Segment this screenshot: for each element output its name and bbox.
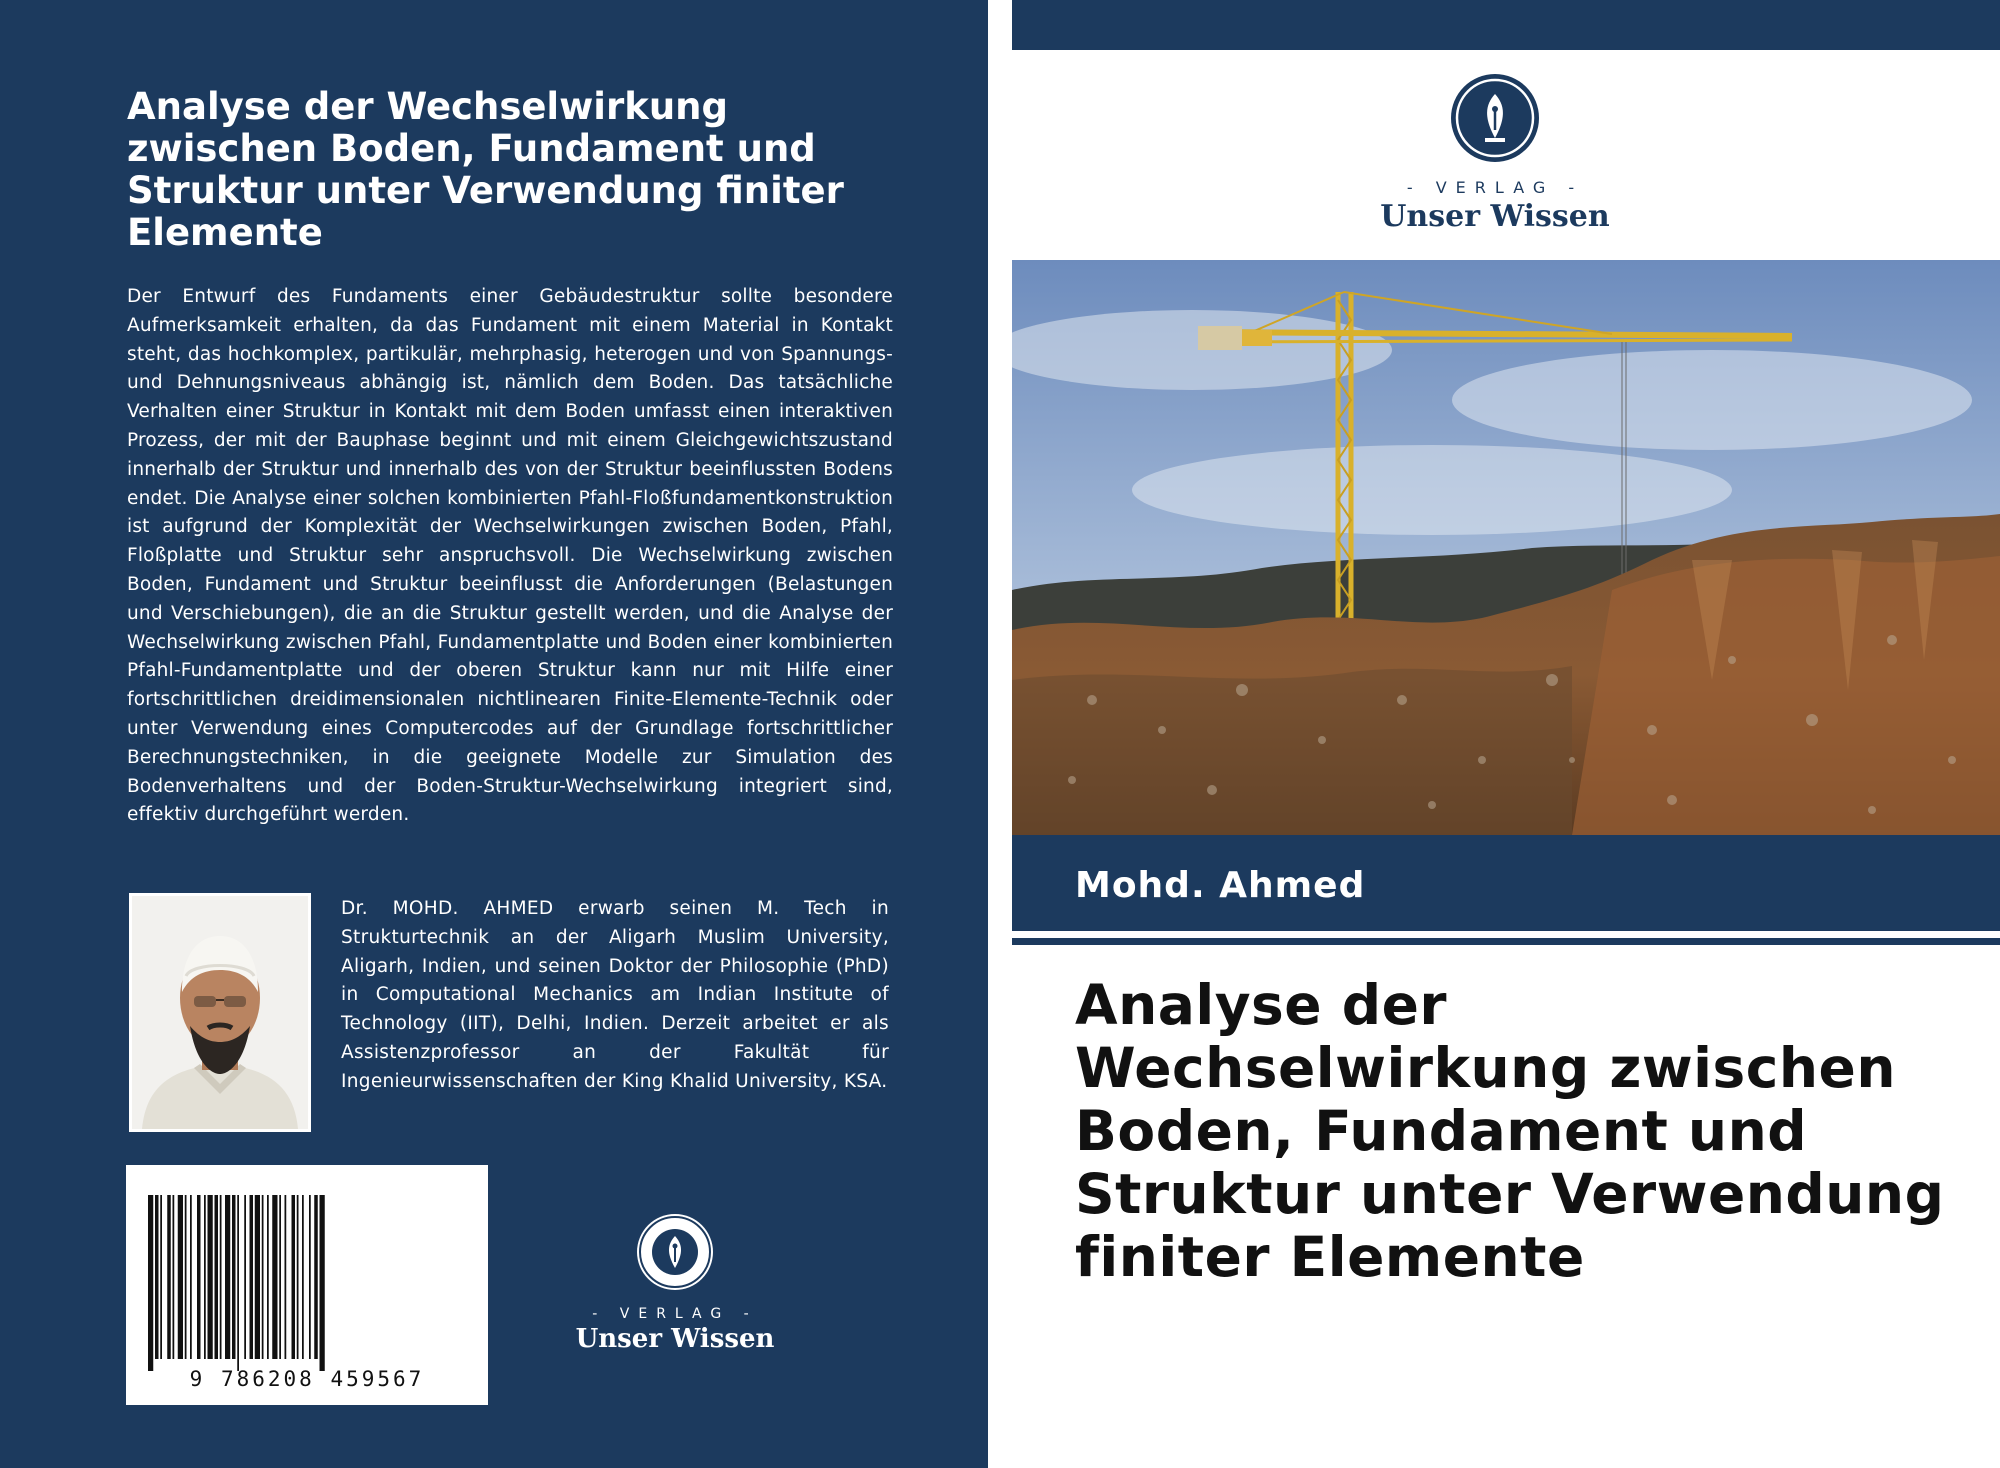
publisher-name: Unser Wissen (575, 1324, 775, 1354)
author-portrait-image (132, 896, 308, 1129)
front-cover-title: Analyse der Wechselwirkung zwischen Boden, Fundament und Struktur unter Verwendung finiter Elemente (1075, 973, 1945, 1289)
spine (988, 0, 1012, 1468)
author-band (1012, 835, 2000, 931)
publisher-logo-front (1342, 72, 1648, 234)
publisher-name: Unser Wissen (1380, 199, 1610, 234)
front-top-bar (1012, 0, 2000, 50)
publisher-seal-icon (635, 1212, 715, 1292)
fountain-pen-nib-icon (1449, 72, 1541, 164)
cover-photo-construction-crane (1012, 260, 2000, 835)
author-photo (129, 893, 311, 1132)
construction-crane-image (1012, 260, 2000, 835)
back-cover-title: Analyse der Wechselwirkung zwischen Boden, Fundament und Struktur unter Verwendung finiter Elemente (127, 85, 844, 254)
front-author-name: Mohd. Ahmed (1075, 865, 1366, 906)
isbn-number: 9 786208 459567 (189, 1367, 425, 1391)
back-cover-summary: Der Entwurf des Fundaments einer Gebäudestruktur sollte besondere Aufmerksamkeit erhalten, da das Fundament mit einem Material in Kontakt steht, das hochkomplex, partikulär, mehrphasig, heterogen und von Spannungs- und Dehnungsniveaus abhängig ist, nämlich dem Boden. Das tatsächliche Verhalten einer Struktur in Kontakt mit dem Boden umfasst einen interaktiven Prozess, der mit der Bauphase beginnt und mit einem Gleichgewichtszustand innerhalb der Struktur und innerhalb des von der Struktur beeinflussten Bodens endet. Die Analyse einer solchen kombinierten Pfahl-Floßfundamentkonstruktion ist aufgrund der Komplexität der Wechselwirkungen zwischen Boden, Pfahl, Floßplatte und Struktur sehr anspruchsvoll. Die Wechselwirkung zwischen Boden, Fundament und Struktur beeinflusst die Anforderungen (Belastungen und Verschiebungen), die an die Struktur gestellt werden, und die Analyse der Wechselwirkung zwischen Pfahl, Fundamentplatte und Boden einer kombinierten Pfahl-Fundamentplatte und der oberen Struktur kann nur mit Hilfe einer fortschrittlichen dreidimensionalen nichtlinearen Finite-Elemente-Technik oder unter Verwendung eines Computercodes auf der Grundlage fortschrittlicher Berechnungstechniken, in die geeignete Modelle zur Simulation des Bodenverhaltens und der Boden-Struktur-Wechselwirkung integriert sind, effektiv durchgeführt werden. (127, 286, 893, 826)
isbn-barcode (126, 1165, 488, 1405)
back-cover (0, 0, 988, 1468)
publisher-verlag-label: - VERLAG - (1406, 178, 1584, 197)
author-bio: Dr. MOHD. AHMED erwarb seinen M. Tech in Strukturtechnik an der Aligarh Muslim University, Aligarh, Indien, und seinen Doktor der Philosophie (PhD) in Computational Mechanics am Indian Institute of Technology (IIT), Delhi, Indien. Derzeit arbeitet er als Assistenzprofessor an der Fakultät für Ingenieurwissenschaften der King Khalid University, KSA. (341, 898, 889, 1092)
publisher-verlag-label: - VERLAG - (592, 1306, 758, 1322)
front-divider-rule (1012, 938, 2000, 945)
publisher-logo-back (560, 1212, 790, 1354)
